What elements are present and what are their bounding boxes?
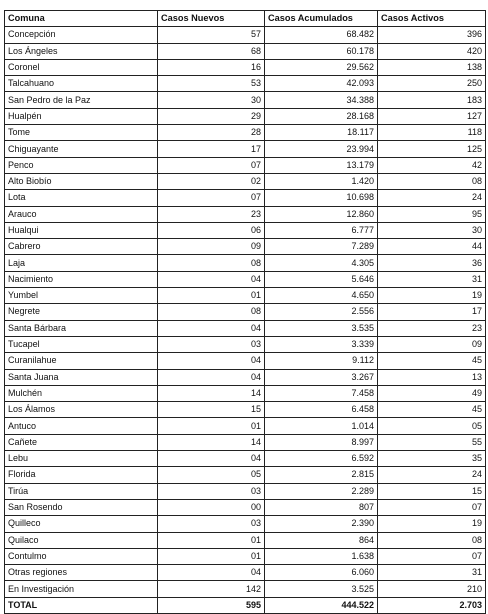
casos-nuevos-cell: 04	[158, 271, 265, 287]
casos-activos-cell: 19	[378, 288, 486, 304]
casos-acumulados-cell: 10.698	[265, 190, 378, 206]
comuna-cell: Hualpén	[5, 108, 158, 124]
casos-activos-cell: 118	[378, 125, 486, 141]
casos-activos-cell: 35	[378, 451, 486, 467]
casos-activos-cell: 24	[378, 467, 486, 483]
casos-acumulados-cell: 13.179	[265, 157, 378, 173]
table-row	[5, 76, 486, 92]
table-row	[5, 288, 486, 304]
comuna-cell: Florida	[5, 467, 158, 483]
casos-activos-cell: 08	[378, 532, 486, 548]
casos-nuevos-cell: 15	[158, 402, 265, 418]
casos-activos-cell: 15	[378, 483, 486, 499]
table-row	[5, 467, 486, 483]
casos-nuevos-cell: 04	[158, 565, 265, 581]
table-row	[5, 43, 486, 59]
casos-acumulados-cell: 2.815	[265, 467, 378, 483]
covid-cases-table	[4, 10, 486, 614]
casos-nuevos-cell: 05	[158, 467, 265, 483]
casos-acumulados-cell: 42.093	[265, 76, 378, 92]
casos-nuevos-cell: 68	[158, 43, 265, 59]
comuna-cell: Laja	[5, 255, 158, 271]
casos-nuevos-cell: 01	[158, 548, 265, 564]
table-row	[5, 320, 486, 336]
casos-nuevos-cell: 23	[158, 206, 265, 222]
casos-activos-cell: 30	[378, 222, 486, 238]
casos-acumulados-cell: 12.860	[265, 206, 378, 222]
casos-activos-cell: 420	[378, 43, 486, 59]
comuna-cell: Lebu	[5, 451, 158, 467]
total-casos-activos: 2.703	[378, 597, 486, 613]
casos-nuevos-cell: 16	[158, 59, 265, 75]
total-casos-acumulados: 444.522	[265, 597, 378, 613]
casos-nuevos-cell: 00	[158, 499, 265, 515]
comuna-cell: Talcahuano	[5, 76, 158, 92]
casos-activos-cell: 07	[378, 499, 486, 515]
casos-nuevos-cell: 03	[158, 483, 265, 499]
table-row	[5, 369, 486, 385]
casos-acumulados-cell: 9.112	[265, 353, 378, 369]
casos-acumulados-cell: 6.458	[265, 402, 378, 418]
casos-activos-cell: 127	[378, 108, 486, 124]
casos-acumulados-cell: 3.267	[265, 369, 378, 385]
comuna-cell: Curanilahue	[5, 353, 158, 369]
casos-acumulados-cell: 6.777	[265, 222, 378, 238]
casos-acumulados-cell: 1.638	[265, 548, 378, 564]
casos-acumulados-cell: 7.458	[265, 385, 378, 401]
casos-acumulados-cell: 18.117	[265, 125, 378, 141]
comuna-cell: Quilaco	[5, 532, 158, 548]
table-row	[5, 255, 486, 271]
casos-activos-cell: 138	[378, 59, 486, 75]
comuna-cell: Mulchén	[5, 385, 158, 401]
casos-nuevos-cell: 30	[158, 92, 265, 108]
casos-activos-cell: 183	[378, 92, 486, 108]
casos-acumulados-cell: 3.525	[265, 581, 378, 597]
table-row	[5, 206, 486, 222]
casos-nuevos-cell: 53	[158, 76, 265, 92]
casos-activos-cell: 23	[378, 320, 486, 336]
table-row	[5, 239, 486, 255]
table-row	[5, 27, 486, 43]
casos-acumulados-cell: 3.339	[265, 336, 378, 352]
table-row	[5, 499, 486, 515]
table-row	[5, 532, 486, 548]
comuna-cell: Tucapel	[5, 336, 158, 352]
comuna-cell: En Investigación	[5, 581, 158, 597]
comuna-cell: Hualqui	[5, 222, 158, 238]
comuna-cell: Santa Juana	[5, 369, 158, 385]
casos-activos-cell: 396	[378, 27, 486, 43]
comuna-cell: Cabrero	[5, 239, 158, 255]
table-row	[5, 157, 486, 173]
comuna-cell: Los Álamos	[5, 402, 158, 418]
casos-activos-cell: 13	[378, 369, 486, 385]
table-row	[5, 418, 486, 434]
table-row	[5, 548, 486, 564]
table-row	[5, 434, 486, 450]
casos-acumulados-cell: 8.997	[265, 434, 378, 450]
total-casos-nuevos: 595	[158, 597, 265, 613]
casos-nuevos-cell: 142	[158, 581, 265, 597]
table-row	[5, 451, 486, 467]
casos-acumulados-cell: 68.482	[265, 27, 378, 43]
casos-nuevos-cell: 08	[158, 304, 265, 320]
table-row	[5, 565, 486, 581]
casos-acumulados-cell: 5.646	[265, 271, 378, 287]
casos-activos-cell: 210	[378, 581, 486, 597]
casos-acumulados-cell: 3.535	[265, 320, 378, 336]
casos-acumulados-cell: 6.060	[265, 565, 378, 581]
casos-acumulados-cell: 4.650	[265, 288, 378, 304]
casos-acumulados-cell: 28.168	[265, 108, 378, 124]
table-row	[5, 483, 486, 499]
casos-nuevos-cell: 01	[158, 532, 265, 548]
casos-nuevos-cell: 04	[158, 353, 265, 369]
casos-activos-cell: 07	[378, 548, 486, 564]
table-row	[5, 271, 486, 287]
casos-activos-cell: 19	[378, 516, 486, 532]
casos-nuevos-cell: 04	[158, 320, 265, 336]
casos-nuevos-cell: 04	[158, 369, 265, 385]
casos-nuevos-cell: 07	[158, 190, 265, 206]
covid-cases-table-container	[4, 10, 486, 614]
casos-activos-cell: 09	[378, 336, 486, 352]
comuna-cell: Yumbel	[5, 288, 158, 304]
comuna-cell: Tome	[5, 125, 158, 141]
comuna-cell: Nacimiento	[5, 271, 158, 287]
casos-activos-cell: 55	[378, 434, 486, 450]
comuna-cell: Tirúa	[5, 483, 158, 499]
casos-activos-cell: 95	[378, 206, 486, 222]
table-body	[5, 27, 486, 597]
casos-nuevos-cell: 14	[158, 434, 265, 450]
casos-acumulados-cell: 4.305	[265, 255, 378, 271]
table-row	[5, 173, 486, 189]
table-row	[5, 92, 486, 108]
table-row	[5, 304, 486, 320]
header-casos-nuevos: Casos Nuevos	[158, 11, 265, 27]
casos-acumulados-cell: 2.556	[265, 304, 378, 320]
comuna-cell: Coronel	[5, 59, 158, 75]
casos-activos-cell: 31	[378, 271, 486, 287]
comuna-cell: Antuco	[5, 418, 158, 434]
casos-acumulados-cell: 2.289	[265, 483, 378, 499]
casos-activos-cell: 24	[378, 190, 486, 206]
casos-activos-cell: 250	[378, 76, 486, 92]
casos-acumulados-cell: 23.994	[265, 141, 378, 157]
casos-activos-cell: 36	[378, 255, 486, 271]
table-row	[5, 59, 486, 75]
casos-nuevos-cell: 08	[158, 255, 265, 271]
total-label: TOTAL	[5, 597, 158, 613]
casos-acumulados-cell: 34.388	[265, 92, 378, 108]
comuna-cell: Contulmo	[5, 548, 158, 564]
comuna-cell: Penco	[5, 157, 158, 173]
casos-nuevos-cell: 04	[158, 451, 265, 467]
casos-activos-cell: 08	[378, 173, 486, 189]
casos-nuevos-cell: 03	[158, 336, 265, 352]
comuna-cell: Arauco	[5, 206, 158, 222]
table-row	[5, 108, 486, 124]
table-row	[5, 141, 486, 157]
comuna-cell: Santa Bárbara	[5, 320, 158, 336]
comuna-cell: Lota	[5, 190, 158, 206]
casos-nuevos-cell: 29	[158, 108, 265, 124]
casos-activos-cell: 17	[378, 304, 486, 320]
casos-nuevos-cell: 03	[158, 516, 265, 532]
table-header-row	[5, 11, 486, 27]
table-row	[5, 353, 486, 369]
comuna-cell: Alto Biobío	[5, 173, 158, 189]
casos-nuevos-cell: 17	[158, 141, 265, 157]
casos-activos-cell: 45	[378, 402, 486, 418]
casos-nuevos-cell: 01	[158, 288, 265, 304]
casos-nuevos-cell: 14	[158, 385, 265, 401]
comuna-cell: Chiguayante	[5, 141, 158, 157]
table-row	[5, 125, 486, 141]
total-row	[5, 597, 486, 613]
table-row	[5, 336, 486, 352]
casos-activos-cell: 44	[378, 239, 486, 255]
casos-nuevos-cell: 07	[158, 157, 265, 173]
header-comuna: Comuna	[5, 11, 158, 27]
casos-nuevos-cell: 06	[158, 222, 265, 238]
table-row	[5, 385, 486, 401]
comuna-cell: Los Ángeles	[5, 43, 158, 59]
casos-acumulados-cell: 807	[265, 499, 378, 515]
casos-activos-cell: 31	[378, 565, 486, 581]
casos-acumulados-cell: 1.420	[265, 173, 378, 189]
casos-activos-cell: 49	[378, 385, 486, 401]
casos-nuevos-cell: 09	[158, 239, 265, 255]
casos-acumulados-cell: 7.289	[265, 239, 378, 255]
casos-nuevos-cell: 57	[158, 27, 265, 43]
casos-activos-cell: 125	[378, 141, 486, 157]
casos-acumulados-cell: 60.178	[265, 43, 378, 59]
comuna-cell: Otras regiones	[5, 565, 158, 581]
casos-activos-cell: 42	[378, 157, 486, 173]
table-row	[5, 581, 486, 597]
comuna-cell: Negrete	[5, 304, 158, 320]
casos-nuevos-cell: 02	[158, 173, 265, 189]
casos-acumulados-cell: 864	[265, 532, 378, 548]
casos-acumulados-cell: 29.562	[265, 59, 378, 75]
comuna-cell: San Rosendo	[5, 499, 158, 515]
comuna-cell: Quilleco	[5, 516, 158, 532]
casos-activos-cell: 05	[378, 418, 486, 434]
casos-acumulados-cell: 2.390	[265, 516, 378, 532]
casos-nuevos-cell: 28	[158, 125, 265, 141]
comuna-cell: Concepción	[5, 27, 158, 43]
table-row	[5, 190, 486, 206]
casos-acumulados-cell: 1.014	[265, 418, 378, 434]
casos-nuevos-cell: 01	[158, 418, 265, 434]
comuna-cell: San Pedro de la Paz	[5, 92, 158, 108]
table-row	[5, 402, 486, 418]
header-casos-acumulados: Casos Acumulados	[265, 11, 378, 27]
comuna-cell: Cañete	[5, 434, 158, 450]
casos-acumulados-cell: 6.592	[265, 451, 378, 467]
header-casos-activos: Casos Activos	[378, 11, 486, 27]
table-row	[5, 222, 486, 238]
casos-activos-cell: 45	[378, 353, 486, 369]
table-row	[5, 516, 486, 532]
